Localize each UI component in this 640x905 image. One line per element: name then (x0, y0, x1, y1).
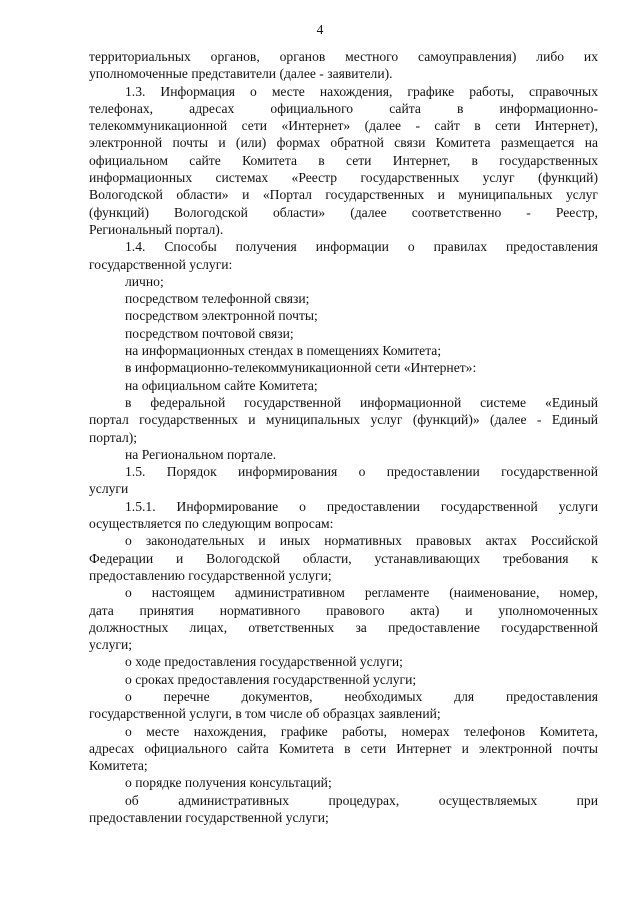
text-line: на информационных стендах в помещениях Комитета; (125, 343, 442, 359)
text-line: лично; (125, 273, 164, 289)
text-line: 1.3. Информация о месте нахождения, графике работы, справочных (125, 83, 598, 99)
text-line: осуществляется по следующим вопросам: (89, 516, 334, 532)
page-number: 4 (316, 22, 324, 37)
text-line: посредством электронной почты; (125, 308, 318, 324)
text-line: услуги; (89, 637, 133, 653)
text-line: о ходе предоставления государственной услуги; (125, 654, 403, 670)
text-line: 1.5.1. Информирование о предоставлении государственной услуги (125, 498, 598, 514)
text-line: предоставлении государственной услуги; (89, 810, 329, 826)
text-line: Комитета; (89, 758, 148, 774)
text-line: дата принятия нормативного правового акта) и уполномоченных (89, 602, 598, 618)
text-line: о месте нахождения, графике работы, номерах телефонов Комитета, (125, 723, 598, 739)
text-line: Вологодской области» и «Портал государственных и муниципальных услуг (89, 187, 598, 203)
text-line: о порядке получения консультаций; (125, 775, 332, 791)
text-line: о сроках предоставления государственной услуги; (125, 671, 417, 687)
text-line: Региональный портал). (89, 221, 224, 237)
text-line: услуги (89, 481, 129, 497)
text-line: телефонах, адресах официального сайта в информационно- (89, 100, 598, 116)
text-line: посредством телефонной связи; (125, 291, 310, 307)
text-line: о законодательных и иных нормативных правовых актах Российской (125, 533, 598, 549)
text-line: государственной услуги, в том числе об образцах заявлений; (89, 706, 441, 722)
text-line: адресах официального сайта Комитета в сети Интернет и электронной почты (89, 740, 598, 756)
text-line: телекоммуникационной сети «Интернет» (далее - сайт в сети Интернет), (89, 118, 598, 134)
text-line: 1.4. Способы получения информации о правилах предоставления (125, 239, 598, 255)
text-line: в информационно-телекоммуникационной сети «Интернет»: (125, 360, 477, 376)
text-line: должностных лицах, ответственных за предоставление государственной (89, 619, 598, 635)
text-line: территориальных органов, органов местного самоуправления) либо их (89, 49, 598, 64)
text-line: о настоящем административном регламенте (наименование, номер, (125, 585, 598, 601)
text-line: портал); (89, 429, 138, 445)
text-line: на официальном сайте Комитета; (125, 377, 318, 393)
text-line: портал государственных и муниципальных услуг (функций)» (далее - Единый (89, 412, 598, 428)
text-line: о перечне документов, необходимых для предоставления (125, 688, 598, 704)
document-body (89, 48, 598, 826)
text-line: (функций) Вологодской области» (далее соответственно - Реестр, (89, 204, 598, 220)
text-line: Федерации и Вологодской области, устанавливающих требования к (89, 550, 598, 566)
text-line: электронной почты и (или) формах обратной связи Комитета размещается на (89, 135, 598, 151)
text-line: на Региональном портале. (125, 446, 277, 462)
text-line: в федеральной государственной информационной системе «Единый (125, 394, 598, 410)
text-line: посредством почтовой связи; (125, 325, 294, 341)
text-line: информационных системах «Реестр государственных услуг (функций) (89, 170, 598, 186)
text-line: об административных процедурах, осуществляемых при (125, 792, 598, 808)
text-line: уполномоченные представители (далее - заявители). (89, 66, 393, 82)
text-line: официальном сайте Комитета в сети Интернет, в государственных (89, 152, 598, 168)
text-line: 1.5. Порядок информирования о предоставлении государственной (125, 464, 598, 480)
text-line: государственной услуги: (89, 256, 233, 272)
text-line: предоставлению государственной услуги; (89, 567, 332, 583)
